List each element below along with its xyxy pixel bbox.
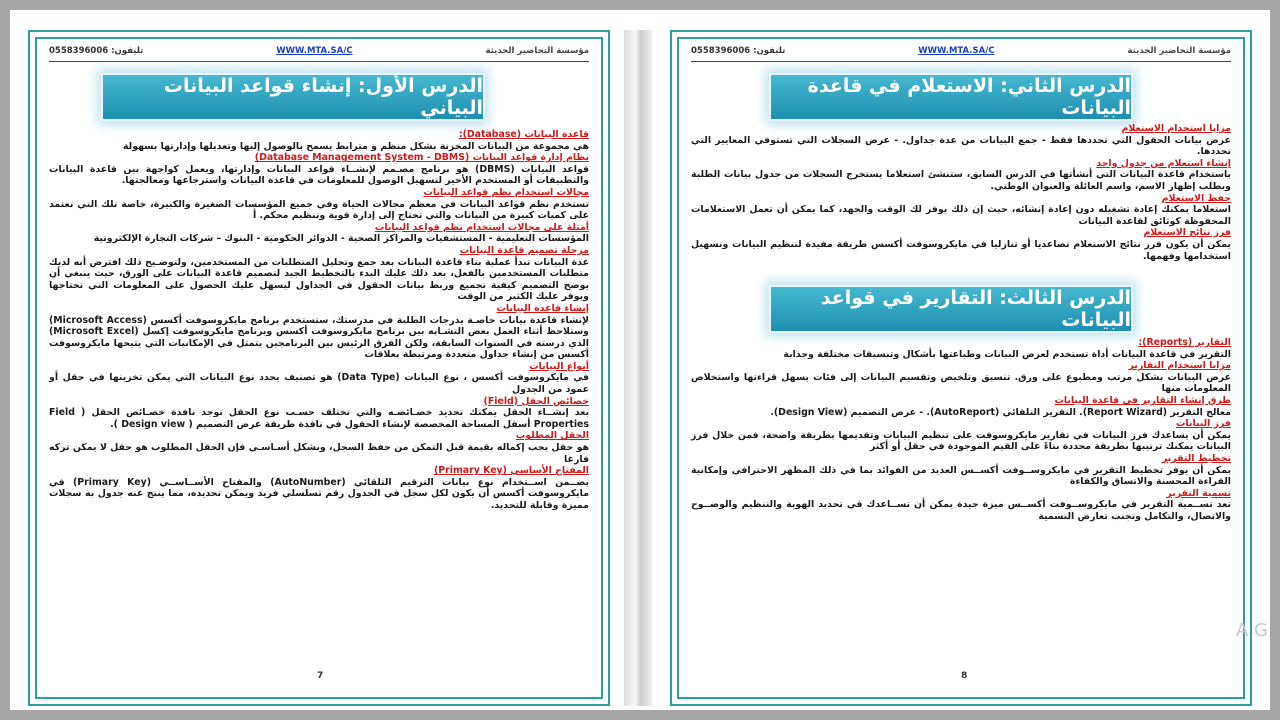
page-number: 8 bbox=[961, 671, 968, 681]
header-divider bbox=[49, 61, 589, 62]
section-heading: قاعدة البيانات (Database): bbox=[458, 129, 589, 140]
header-phone: تليفون: 0558396006 bbox=[49, 46, 144, 56]
section-text: باستخدام قاعدة البيانات التي أنشأتها في الدرس السابق، ستنشئ استعلاما يستخرج السجلات من جدول بيانات الطلبة ويطلب إظهار الاسم، واسم العائلة والعنوان الوطني. bbox=[691, 169, 1231, 192]
section-text: معالج التقرير (Report Wizard). التقرير التلقائي (AutoReport). - عرض التصميم (Design View). bbox=[770, 406, 1231, 418]
section-text: يضــمن اســتخدام نوع بيانات الترقيم التلقائي (AutoNumber) والمفتاح الأســاســي (Primary Key) في مايكروسوفت أكسس أن يكون لكل سجل في الجدول رقم تسلسلي فريد ويمكن تحديده، مما ينتج عنه جدول به سجلات مميزة وقابلة للتحديد. bbox=[49, 476, 589, 511]
section-text: عرض بيانات الحقول التي تحددها فقط - جمع البيانات من عدة جداول. - عرض السجلات التي تستوفي المعايير التي تحددها. bbox=[691, 134, 1231, 158]
lesson-title: الدرس الثاني: الاستعلام في قاعدة البيانات bbox=[807, 75, 1131, 119]
section-heading: مزايا استخدام التقارير bbox=[1128, 360, 1231, 372]
section-heading: المفتاح الأساسي (Primary Key) bbox=[434, 465, 589, 477]
page-7 bbox=[28, 30, 610, 706]
section-heading: مجالات استخدام نظم قواعد البيانات bbox=[423, 186, 589, 198]
section-heading: تسمية التقرير bbox=[1166, 487, 1231, 499]
header-url-link[interactable]: WWW.MTA.SA/C bbox=[918, 46, 995, 56]
section-text: يمكن أن يساعدك فرز البيانات في تقارير مايكروسوفت على تنظيم البيانات وتقديمها بطريقة واضحة، فمن خلال فرز البيانات يمكنك ترتيبها بطريقة محددة بناءً على القيم الموجودة في حقل أو أكثر bbox=[691, 429, 1231, 453]
section-heading: أنواع البيانات bbox=[529, 360, 589, 372]
page-header bbox=[691, 43, 1231, 59]
header-org: مؤسسة التحاضير الحديثة bbox=[485, 46, 589, 56]
section-heading: مرحلة تصميم قاعدة البيانات bbox=[459, 244, 589, 256]
section-text: تستخدم نظم قواعد البيانات في معظم مجالات الحياة وفي جميع المؤسسات الصغيرة والكبيرة، خاصة تلك التي تعتمد على كميات كبيرة من البيانات والتي تحتاج إلى إدارة قوية وتنظيم محكم. أ bbox=[49, 198, 589, 222]
section-text: بعد إنشــاء الحقل يمكنك تحديد خصـائصـه والتي تختلف حسـب نوع الحقل توجد نافذة خصـائص الحقل ( Field Properties أسفل المساحة المخصصة لإنشاء الحقول في نافذة طريقة عرض التصميم ( Design view ). bbox=[49, 407, 589, 430]
section-heading: حفظ الاستعلام bbox=[1161, 192, 1231, 204]
page-header bbox=[49, 43, 589, 59]
section-heading: طرق إنشاء التقارير في قاعدة البيانات bbox=[1054, 394, 1231, 406]
section-text: يمكن أن يوفر تخطيط التقرير في مايكروســوفت أكســس العديد من الفوائد بما في ذلك المظهر الاحترافي وإمكانية القراءة المحسنة والاتساق والكفاءة bbox=[691, 464, 1231, 488]
section-heading: تخطيط التقرير bbox=[1161, 452, 1231, 464]
section-heading: الحقل المطلوب bbox=[515, 430, 589, 442]
section-text: التقرير في قاعدة البيانات أداة تستخدم لعرض البيانات وطباعتها بأشكال وتنسيقات مختلفة وجذابة bbox=[783, 348, 1231, 360]
lesson-title-banner-2 bbox=[769, 285, 1133, 333]
lesson-title-2: الدرس الثالث: التقارير في قواعد البيانات bbox=[820, 287, 1131, 331]
lesson-body bbox=[49, 129, 589, 512]
section-heading: فرز البيانات bbox=[1175, 418, 1231, 430]
section-text: هو حقل يجب إكماله بقيمة قبل التمكن من حفظ السجل، وبشكل أسـاسـي فإن الحقل المطلوب هو حقل لا يمكن تركه فارغا bbox=[49, 442, 589, 465]
header-org: مؤسسة التحاضير الحديثة bbox=[1127, 46, 1231, 56]
page-frame bbox=[677, 37, 1245, 699]
lesson-body bbox=[691, 123, 1231, 262]
section-text: عرض البيانات بشكل مرتب ومطبوع على ورق. تنسيق وتلخيص وتقسيم البيانات إلى فئات يسهل قراءتها واستخلاص المعلومات منها bbox=[691, 371, 1231, 395]
lesson-title-banner bbox=[769, 73, 1133, 121]
section-text: المؤسسات التعليمية - المستشفيات والمراكز الصحية - الدوائر الحكومية - البنوك – شركات التجارة الإلكترونية bbox=[93, 233, 589, 245]
page-frame bbox=[35, 37, 603, 699]
page-8 bbox=[670, 30, 1252, 706]
slide bbox=[10, 10, 1270, 710]
section-text: في مايكروسوفت أكسس ، نوع البيانات (Data Type) هو تصنيف يحدد نوع البيانات التي يمكن تخزينها في حقل أو عمود من الجدول bbox=[49, 372, 589, 396]
section-heading: أمثلة على مجالات استخدام نظم قواعد البيانات bbox=[374, 221, 589, 233]
section-text: لإنشاء قاعدة بيانات خاصـة بدرجات الطلبة في مدرستك، ستستخدم برنامج مايكروسوفت أكسس (Microsoft Access) وستلاحظ أثناء العمل بعض التشـابه بين برنامج مايكروسوفت أكسس وبرنامج مايكروسوفت إكسل (Microsoft Excel) الذي درسته في السنوات السابقة، ولكن الفرق الرئيس بين البرنامجين يتمثل في الإمكانيات التي يتيحها مايكروسوفت أكسس من إنشاء جداول متعددة ومرتبطة بعلاقات bbox=[49, 314, 589, 361]
section-heading: فرز نتائج الاستعلام bbox=[1143, 227, 1231, 239]
section-text: هي مجموعة من البيانات المخزنة بشكل منظم و مترابط يسمح بالوصول إليها وتعديلها وإدارتها بسهولة bbox=[123, 140, 589, 152]
header-divider bbox=[691, 61, 1231, 62]
lesson-title: الدرس الأول: إنشاء قواعد البيانات البياني bbox=[163, 75, 483, 119]
section-heading: إنشاء قاعدة البيانات bbox=[496, 302, 589, 314]
section-heading: مزايا استخدام الاستعلام bbox=[1121, 123, 1231, 134]
lesson-body-2 bbox=[691, 337, 1231, 523]
header-url-link[interactable]: WWW.MTA.SA/C bbox=[276, 46, 353, 56]
section-text: قواعد البيانات (DBMS) هو برنامج مصـمم لإنشــاء قواعد البيانات وإدارتها، ويعمل كواجهة بين قاعدة البيانات والتطبيقات أو المستخدم الأخير لتسهيل الوصول للمعلومات في قاعدة البيانات واسترجاعها ومعالجتها. bbox=[49, 163, 590, 187]
section-heading: التقارير (Reports): bbox=[1138, 337, 1231, 348]
section-text: استعلاما يمكنك إعادة تشغيله دون إعادة إنشائه، حيث إن ذلك يوفر لك الوقت والجهد، كما يمكن أن تعمل الاستعلامات المحفوظة كوثائق لقاعدة البيانات bbox=[691, 204, 1231, 227]
section-heading: إنشاء استعلام من جدول واحد bbox=[1096, 157, 1231, 169]
section-text: عدة البيانات تبدأ عملية بناء قاعدة البيانات بعد جمع وتحليل المتطلبات من المستخدمين، ولتوضـيح ذلك افترض أنه لديك متطلبات المستخدمين بالفعل، بعد ذلك عليك البدء بالتخطيط الجيد لتصميم قاعدة البيانات على الورق، حيث ينبغي أن يوضح التصميم كيفية تجميع وربط بيانات الحقول في الجداول ليسهل عليك الحصول على المعلومات التي تحتاجها ويوفر عليك الكثير من الوقت bbox=[49, 256, 589, 303]
section-heading: نظام إدارة قواعد البيانات (Database Management System - DBMS) bbox=[254, 152, 589, 164]
book-gutter bbox=[624, 30, 652, 706]
section-heading: خصائص الحقل (Field) bbox=[483, 395, 589, 407]
lesson-title-banner bbox=[101, 73, 485, 121]
header-phone: تليفون: 0558396006 bbox=[691, 46, 786, 56]
watermark-text: A G bbox=[1236, 620, 1268, 641]
section-text: يمكن أن يكون فرز نتائج الاستعلام تصاعديا أو تنازليا في مايكروسوفت أكسس طريقة مفيدة لتنظيم البيانات وتسهيل استخدامها وفهمها. bbox=[691, 238, 1231, 262]
page-number: 7 bbox=[317, 671, 324, 681]
section-text: تعد تســمية التقرير في مايكروســوفت أكســس ميزة جيدة يمكن أن تســاعدك في تحديد الهوية والتنظيم والوضــوح والاتصال، والتكامل وتجنب تعارض التسمية bbox=[691, 499, 1231, 522]
